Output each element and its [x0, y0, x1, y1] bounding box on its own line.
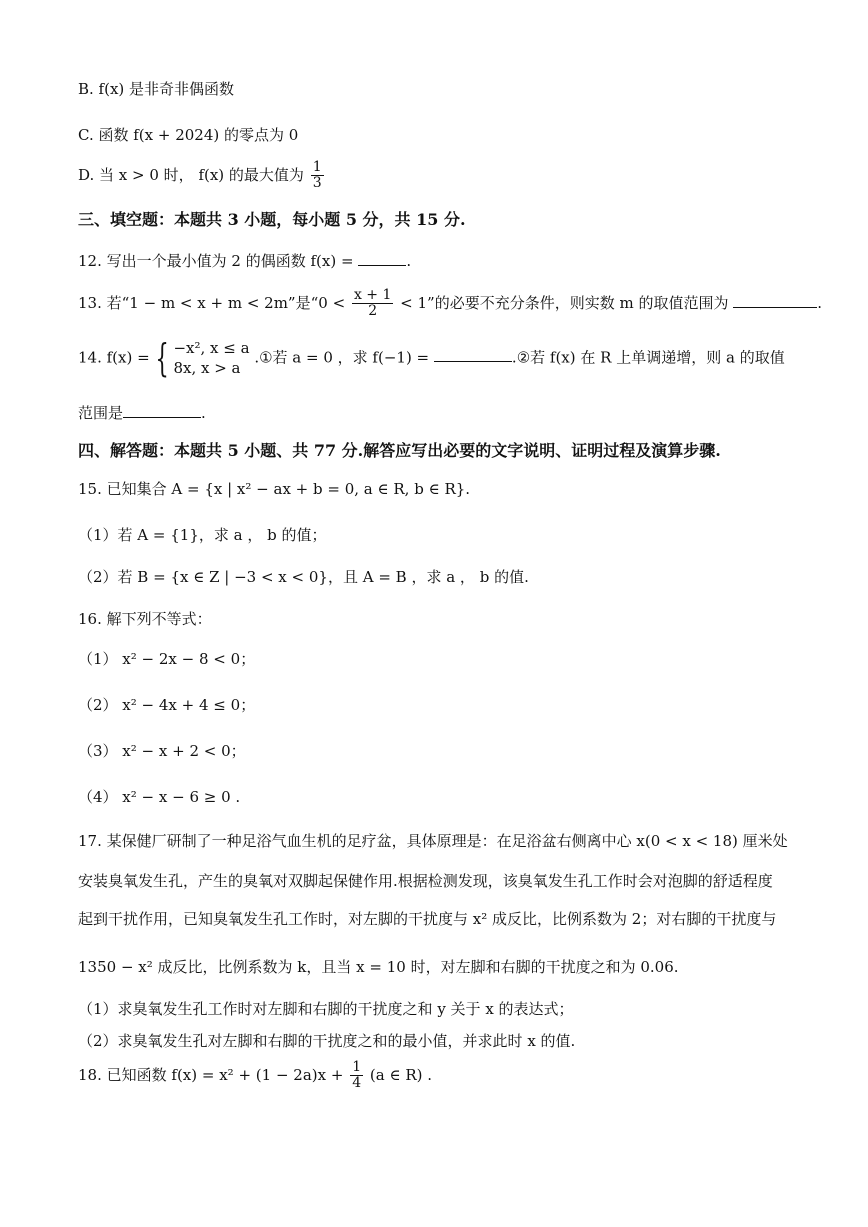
question-14: [78, 338, 785, 379]
question-17-line-3: 起到干扰作用，已知臭氧发生孔工作时，对左脚的干扰度与 x² 成反比，比例系数为 2；对右脚的干扰度与: [78, 910, 777, 928]
answer-blank: [733, 307, 817, 308]
question-12: [78, 252, 411, 270]
question-18: [78, 1060, 432, 1092]
question-17-part-2: （2）求臭氧发生孔对左脚和右脚的干扰度之和的最小值，并求此时 x 的值.: [78, 1032, 576, 1050]
question-15-part-2: （2）若 B = {x ∈ Z | −3 < x < 0}，且 A = B ，求 a ， b 的值.: [78, 568, 529, 586]
fraction-denominator: 2: [368, 303, 378, 320]
question-16-part-2: （2） x² − 4x + 4 ≤ 0；: [78, 696, 256, 714]
question-13-text-2: < 1”的必要不充分条件，则实数 m 的取值范围为: [400, 293, 729, 312]
option-c: C. 函数 f(x + 2024) 的零点为 0: [78, 126, 299, 144]
question-14-cont: [78, 404, 206, 422]
option-d-text: D. 当 x > 0 时， f(x) 的最大值为: [78, 165, 304, 184]
question-16: 16. 解下列不等式：: [78, 610, 212, 628]
fraction-numerator: 1: [352, 1059, 362, 1075]
piecewise-case-2: 8x, x > a: [173, 359, 241, 378]
question-13-end: .: [817, 293, 823, 312]
left-brace: {: [155, 336, 170, 381]
fraction-numerator: x + 1: [353, 287, 392, 303]
section-4-heading: 四、解答题：本题共 5 小题、共 77 分.解答应写出必要的文字说明、证明过程及演算步骤.: [78, 441, 721, 460]
fraction-denominator: 3: [312, 175, 322, 192]
question-16-part-1: （1） x² − 2x − 8 < 0；: [78, 650, 256, 668]
piecewise-cases: [173, 338, 249, 379]
answer-blank: [434, 361, 512, 362]
fraction-one-third: [311, 160, 324, 192]
question-14-part2: .②若 f(x) 在 R 上单调递增，则 a 的取值: [511, 348, 785, 367]
question-12-text: 12. 写出一个最小值为 2 的偶函数 f(x) =: [78, 252, 354, 270]
fraction-one-quarter: [350, 1060, 363, 1092]
question-12-end: .: [406, 252, 412, 270]
question-15-part-1: （1）若 A = {1}，求 a ， b 的值；: [78, 526, 327, 544]
piecewise-case-1: −x², x ≤ a: [173, 339, 250, 357]
question-14-end: .: [201, 404, 206, 422]
question-17-line-2: 安装臭氧发生孔，产生的臭氧对双脚起保健作用.根据检测发现，该臭氧发生孔工作时会对泡脚的舒适程度: [78, 872, 773, 890]
fraction-numerator: 1: [312, 159, 322, 175]
question-17-part-1: （1）求臭氧发生孔工作时对左脚和右脚的干扰度之和 y 关于 x 的表达式；: [78, 1000, 574, 1018]
option-b: B. f(x) 是非奇非偶函数: [78, 80, 235, 98]
question-16-part-3: （3） x² − x + 2 < 0；: [78, 742, 246, 760]
fraction-denominator: 4: [352, 1075, 362, 1092]
question-14-text: 14. f(x) =: [78, 348, 150, 367]
question-14-part1: .①若 a = 0 ，求 f(−1) =: [254, 348, 430, 367]
answer-blank: [123, 417, 201, 418]
question-16-part-4: （4） x² − x − 6 ≥ 0 .: [78, 788, 241, 806]
question-14-range-label: 范围是: [78, 404, 124, 422]
question-17-line-4: 1350 − x² 成反比，比例系数为 k，且当 x = 10 时，对左脚和右脚的干扰度之和为 0.06.: [78, 958, 679, 976]
fraction-x-plus-1-over-2: [352, 288, 393, 320]
question-13-text: 13. 若“1 − m < x + m < 2m”是“0 <: [78, 293, 346, 312]
answer-blank: [358, 265, 406, 266]
question-17-line-1: 17. 某保健厂研制了一种足浴气血生机的足疗盆，具体原理是：在足浴盆右侧离中心 x(0 < x < 18) 厘米处: [78, 832, 788, 850]
section-3-heading: 三、填空题：本题共 3 小题，每小题 5 分，共 15 分.: [78, 210, 466, 229]
option-d: [78, 160, 326, 192]
question-18-text-2: (a ∈ R) .: [369, 1065, 433, 1084]
question-18-text: 18. 已知函数 f(x) = x² + (1 − 2a)x +: [78, 1065, 344, 1084]
question-15: 15. 已知集合 A = {x | x² − ax + b = 0, a ∈ R, b ∈ R}.: [78, 480, 471, 498]
question-13: [78, 288, 822, 320]
